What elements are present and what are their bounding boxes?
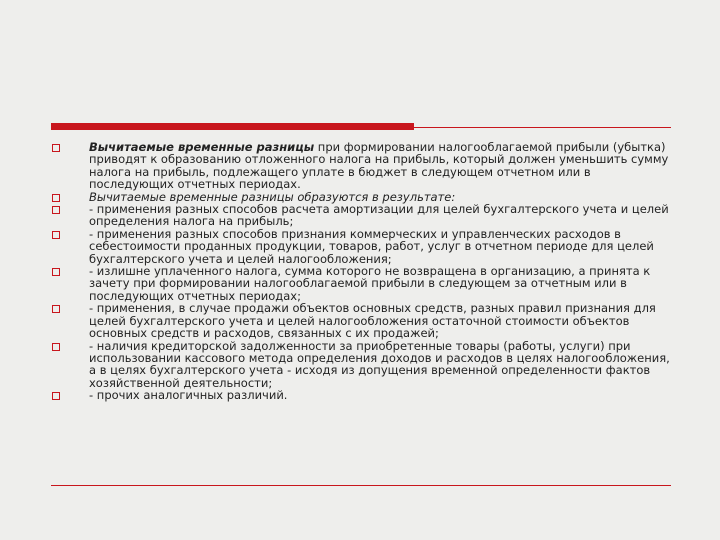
square-bullet-icon <box>52 194 60 202</box>
list-item-text: - излишне уплаченного налога, сумма которого не возвращена в организацию, а принята к зачету при формировании налогооблагаемой прибыли в следующем за отчетным или в последующих отчетных периодах; <box>89 264 651 303</box>
list-item <box>52 265 672 302</box>
list-item-text: - наличия кредиторской задолженности за приобретенные товары (работы, услуги) при использовании кассового метода определения доходов и расходов в целях налогообложения, а в целях бухгалтерского учета - исходя из допущения временной определенности фактов хозяйственной деятельности; <box>89 338 670 390</box>
bottom-divider-line <box>51 485 671 486</box>
term-definition: при формировании налогооблагаемой прибыли (убытка) приводят к образованию отложенного налога на прибыль, который должен уменьшить сумму налога на прибыль, подлежащего уплате в бюджет в следующем отчетном или в последующих отчетных периодах. <box>89 140 669 192</box>
square-bullet-icon <box>52 343 60 351</box>
list-item-text: - применения разных способов расчета амортизации для целей бухгалтерского учета и целей определения налога на прибыль; <box>89 202 669 229</box>
list-item-text: - применения, в случае продажи объектов основных средств, разных правил признания для целей бухгалтерского учета и целей налогообложения остаточной стоимости объектов основных средств и расходов, связанных с их продажей; <box>89 301 656 341</box>
causes-intro: Вычитаемые временные разницы образуются в результате: <box>89 189 456 204</box>
list-item-text: - применения разных способов признания коммерческих и управленческих расходов в себестоимости проданных продукции, товаров, работ, услуг в отчетном периоде для целей бухгалтерского учета и целей налогообложения; <box>89 226 654 266</box>
term-heading: Вычитаемые временные разницы <box>89 140 315 154</box>
square-bullet-icon <box>52 305 60 313</box>
square-bullet-icon <box>52 231 60 239</box>
list-item <box>52 141 672 191</box>
list-item <box>52 302 672 339</box>
square-bullet-icon <box>52 144 60 152</box>
square-bullet-icon <box>52 206 60 214</box>
square-bullet-icon <box>52 268 60 276</box>
list-item <box>52 340 672 390</box>
list-item <box>52 389 672 401</box>
square-bullet-icon <box>52 392 60 400</box>
bullet-list <box>52 141 672 402</box>
top-divider-line <box>51 127 671 128</box>
list-item <box>52 228 672 265</box>
list-item-text: - прочих аналогичных различий. <box>89 388 288 403</box>
list-item <box>52 203 672 228</box>
